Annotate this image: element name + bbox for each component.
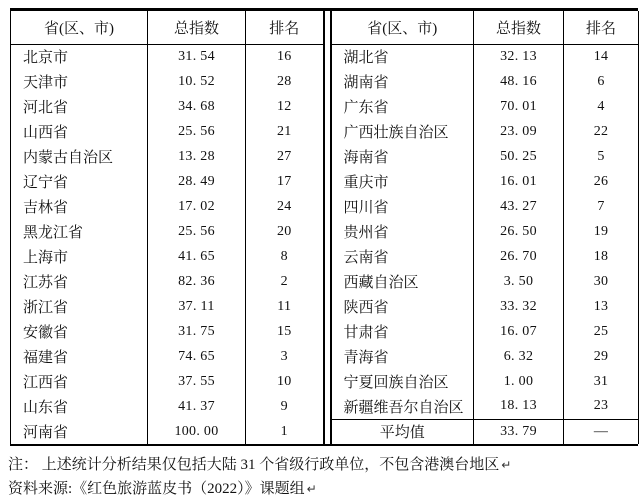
ranking-tables [10,8,638,446]
rank-cell: 19 [593,223,609,239]
table-row [11,194,324,219]
rank-cell: 7 [597,198,605,214]
index-cell: 26. 50 [474,219,564,244]
table-row [331,369,639,394]
province-cell: 内蒙古自治区 [11,144,148,169]
rank-cell: 5 [597,148,605,164]
rank-cell: 25 [593,323,609,339]
index-cell: 100. 00 [148,419,246,444]
province-cell: 平均值 [331,419,474,444]
index-cell: 74. 65 [148,344,246,369]
province-cell: 江苏省 [11,269,148,294]
index-cell: 41. 65 [148,244,246,269]
province-cell: 青海省 [331,344,474,369]
province-cell: 云南省 [331,244,474,269]
note-line [8,453,638,477]
rank-cell: 3 [280,348,288,364]
table-row [11,319,324,344]
rank-cell: 22 [593,123,609,139]
index-cell: 16. 01 [474,169,564,194]
province-cell: 西藏自治区 [331,269,474,294]
province-cell: 重庆市 [331,169,474,194]
table-row [331,144,639,169]
index-cell: 6. 32 [474,344,564,369]
province-cell: 上海市 [11,244,148,269]
index-cell: 82. 36 [148,269,246,294]
index-cell: 70. 01 [474,94,564,119]
table-row [11,144,324,169]
index-cell: 37. 11 [148,294,246,319]
index-cell: 25. 56 [148,119,246,144]
index-cell: 10. 52 [148,69,246,94]
rank-cell: 31 [593,373,609,389]
index-cell: 34. 68 [148,94,246,119]
province-cell: 宁夏回族自治区 [331,369,474,394]
index-cell: 43. 27 [474,194,564,219]
rank-cell: 30 [593,273,609,289]
index-cell: 31. 75 [148,319,246,344]
province-cell: 海南省 [331,144,474,169]
return-mark-icon: ↵ [306,482,317,496]
index-cell: 37. 55 [148,369,246,394]
table-row [11,119,324,144]
table-row [331,344,639,369]
table-row [11,344,324,369]
province-cell: 四川省 [331,194,474,219]
province-cell: 湖南省 [331,69,474,94]
table-row [331,194,639,219]
province-cell: 浙江省 [11,294,148,319]
index-cell: 1. 00 [474,369,564,394]
rank-cell: 17 [276,173,292,189]
index-cell: 3. 50 [474,269,564,294]
province-cell: 陕西省 [331,294,474,319]
index-cell: 23. 09 [474,119,564,144]
province-cell: 江西省 [11,369,148,394]
province-cell: 广东省 [331,94,474,119]
rank-cell: 21 [276,123,292,139]
province-cell: 福建省 [11,344,148,369]
index-table-left [10,11,325,444]
rank-cell: 10 [276,373,292,389]
source-text: 资料来源:《红色旅游蓝皮书（2022）》课题组 [8,481,305,497]
table-row [11,394,324,419]
index-cell: 28. 49 [148,169,246,194]
table-notes [8,453,638,501]
rank-cell: 28 [276,73,292,89]
header-index: 总指数 [148,11,246,44]
province-cell: 广西壮族自治区 [331,119,474,144]
table-row [331,394,639,419]
source-line [8,477,638,501]
header-province: 省(区、市) [11,11,148,44]
table-row [11,294,324,319]
table-row [331,94,639,119]
header-index: 总指数 [474,11,564,44]
index-cell: 33. 32 [474,294,564,319]
rank-cell: 14 [593,48,609,64]
index-cell: 16. 07 [474,319,564,344]
rank-cell: 26 [593,173,609,189]
table-row [331,219,639,244]
rank-cell: 15 [276,323,292,339]
rank-cell: 6 [597,73,605,89]
province-cell: 河北省 [11,94,148,119]
index-cell: 33. 79 [474,419,564,444]
note-text: 注： 上述统计分析结果仅包括大陆 31 个省级行政单位，不包含港澳台地区 [8,457,500,473]
table-row [11,369,324,394]
rank-cell: 27 [276,148,292,164]
table-row [11,219,324,244]
province-cell: 新疆维吾尔自治区 [331,394,474,419]
table-row [331,319,639,344]
rank-cell: 1 [280,423,288,439]
province-cell: 河南省 [11,419,148,444]
province-cell: 山东省 [11,394,148,419]
province-cell: 黑龙江省 [11,219,148,244]
index-cell: 32. 13 [474,44,564,69]
header-rank: 排名 [246,11,324,44]
return-mark-icon: ↵ [501,458,512,472]
table-body-left [11,44,324,444]
province-cell: 山西省 [11,119,148,144]
header-province: 省(区、市) [331,11,474,44]
province-cell: 甘肃省 [331,319,474,344]
table-header [11,11,324,44]
index-cell: 25. 56 [148,219,246,244]
rank-cell: 18 [593,248,609,264]
index-cell: 26. 70 [474,244,564,269]
table-row [11,269,324,294]
index-table-right [330,11,640,444]
table-row [331,44,639,69]
table-header [331,11,639,44]
rank-cell: — [564,419,639,444]
index-cell: 48. 16 [474,69,564,94]
province-cell: 安徽省 [11,319,148,344]
table-row [331,419,639,444]
table-row [11,244,324,269]
table-row [11,419,324,444]
rank-cell: 4 [597,98,605,114]
table-row [331,169,639,194]
header-rank: 排名 [564,11,639,44]
table-row [331,69,639,94]
rank-cell: 9 [280,398,288,414]
table-body-right [331,44,639,444]
table-row [331,294,639,319]
index-cell: 41. 37 [148,394,246,419]
table-row [11,69,324,94]
rank-cell: 13 [593,298,609,314]
index-cell: 18. 13 [474,394,564,419]
rank-cell: 12 [276,98,292,114]
province-cell: 北京市 [11,44,148,69]
rank-cell: 24 [276,198,292,214]
province-cell: 吉林省 [11,194,148,219]
rank-cell: 23 [593,398,609,414]
table-row [331,244,639,269]
header-row [11,11,324,44]
table-row [331,119,639,144]
rank-cell: 16 [276,48,292,64]
table-row [11,44,324,69]
table-row [11,169,324,194]
province-cell: 湖北省 [331,44,474,69]
table-row [331,269,639,294]
province-cell: 辽宁省 [11,169,148,194]
rank-cell: 29 [593,348,609,364]
index-cell: 31. 54 [148,44,246,69]
rank-cell: 2 [280,273,288,289]
rank-cell: 11 [277,298,292,314]
index-cell: 50. 25 [474,144,564,169]
index-cell: 17. 02 [148,194,246,219]
province-cell: 天津市 [11,69,148,94]
table-row [11,94,324,119]
header-row [331,11,639,44]
rank-cell: 20 [276,223,292,239]
rank-cell: 8 [280,248,288,264]
index-cell: 13. 28 [148,144,246,169]
province-cell: 贵州省 [331,219,474,244]
